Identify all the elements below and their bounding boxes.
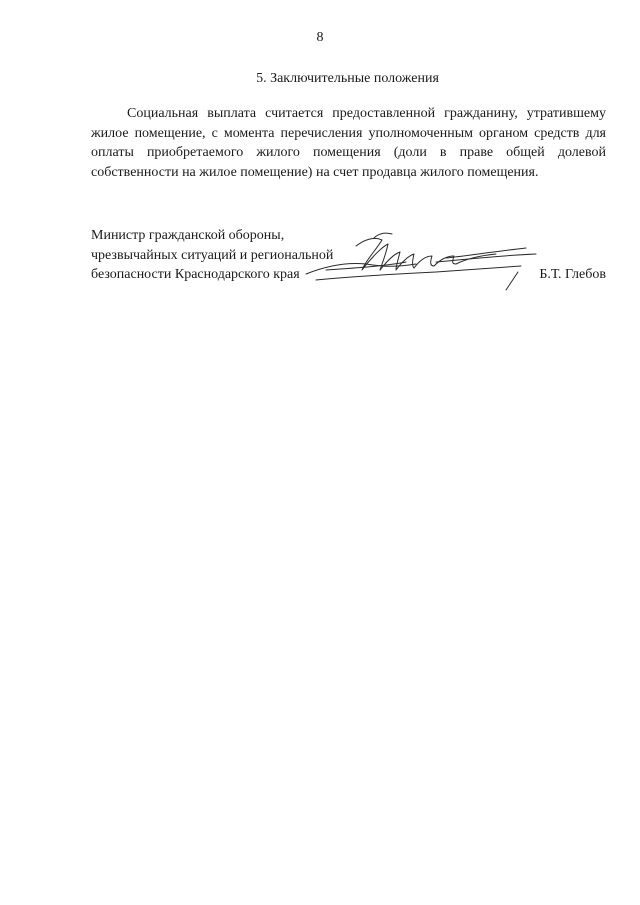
page-number: 8	[316, 30, 324, 45]
signature-title-line-2: чрезвычайных ситуаций и региональной	[91, 247, 334, 263]
signature-title-line-1: Министр гражданской обороны,	[91, 228, 285, 243]
section-paragraph: Социальная выплата считается предоставленной гражданину, утратившему жилое помещение, с момента перечисления уполномоченным органом средств для оплаты приобретаемого жилого помещения (доли в праве общей долевой собственности на жилое помещение) на счет продавца жилого помещения.	[91, 106, 606, 180]
handwritten-signature	[296, 226, 546, 296]
signature-title-line-3: безопасности Краснодарского края	[91, 267, 300, 282]
section-heading: 5. Заключительные положения	[256, 71, 439, 86]
signer-name: Б.Т. Глебов	[539, 267, 606, 282]
